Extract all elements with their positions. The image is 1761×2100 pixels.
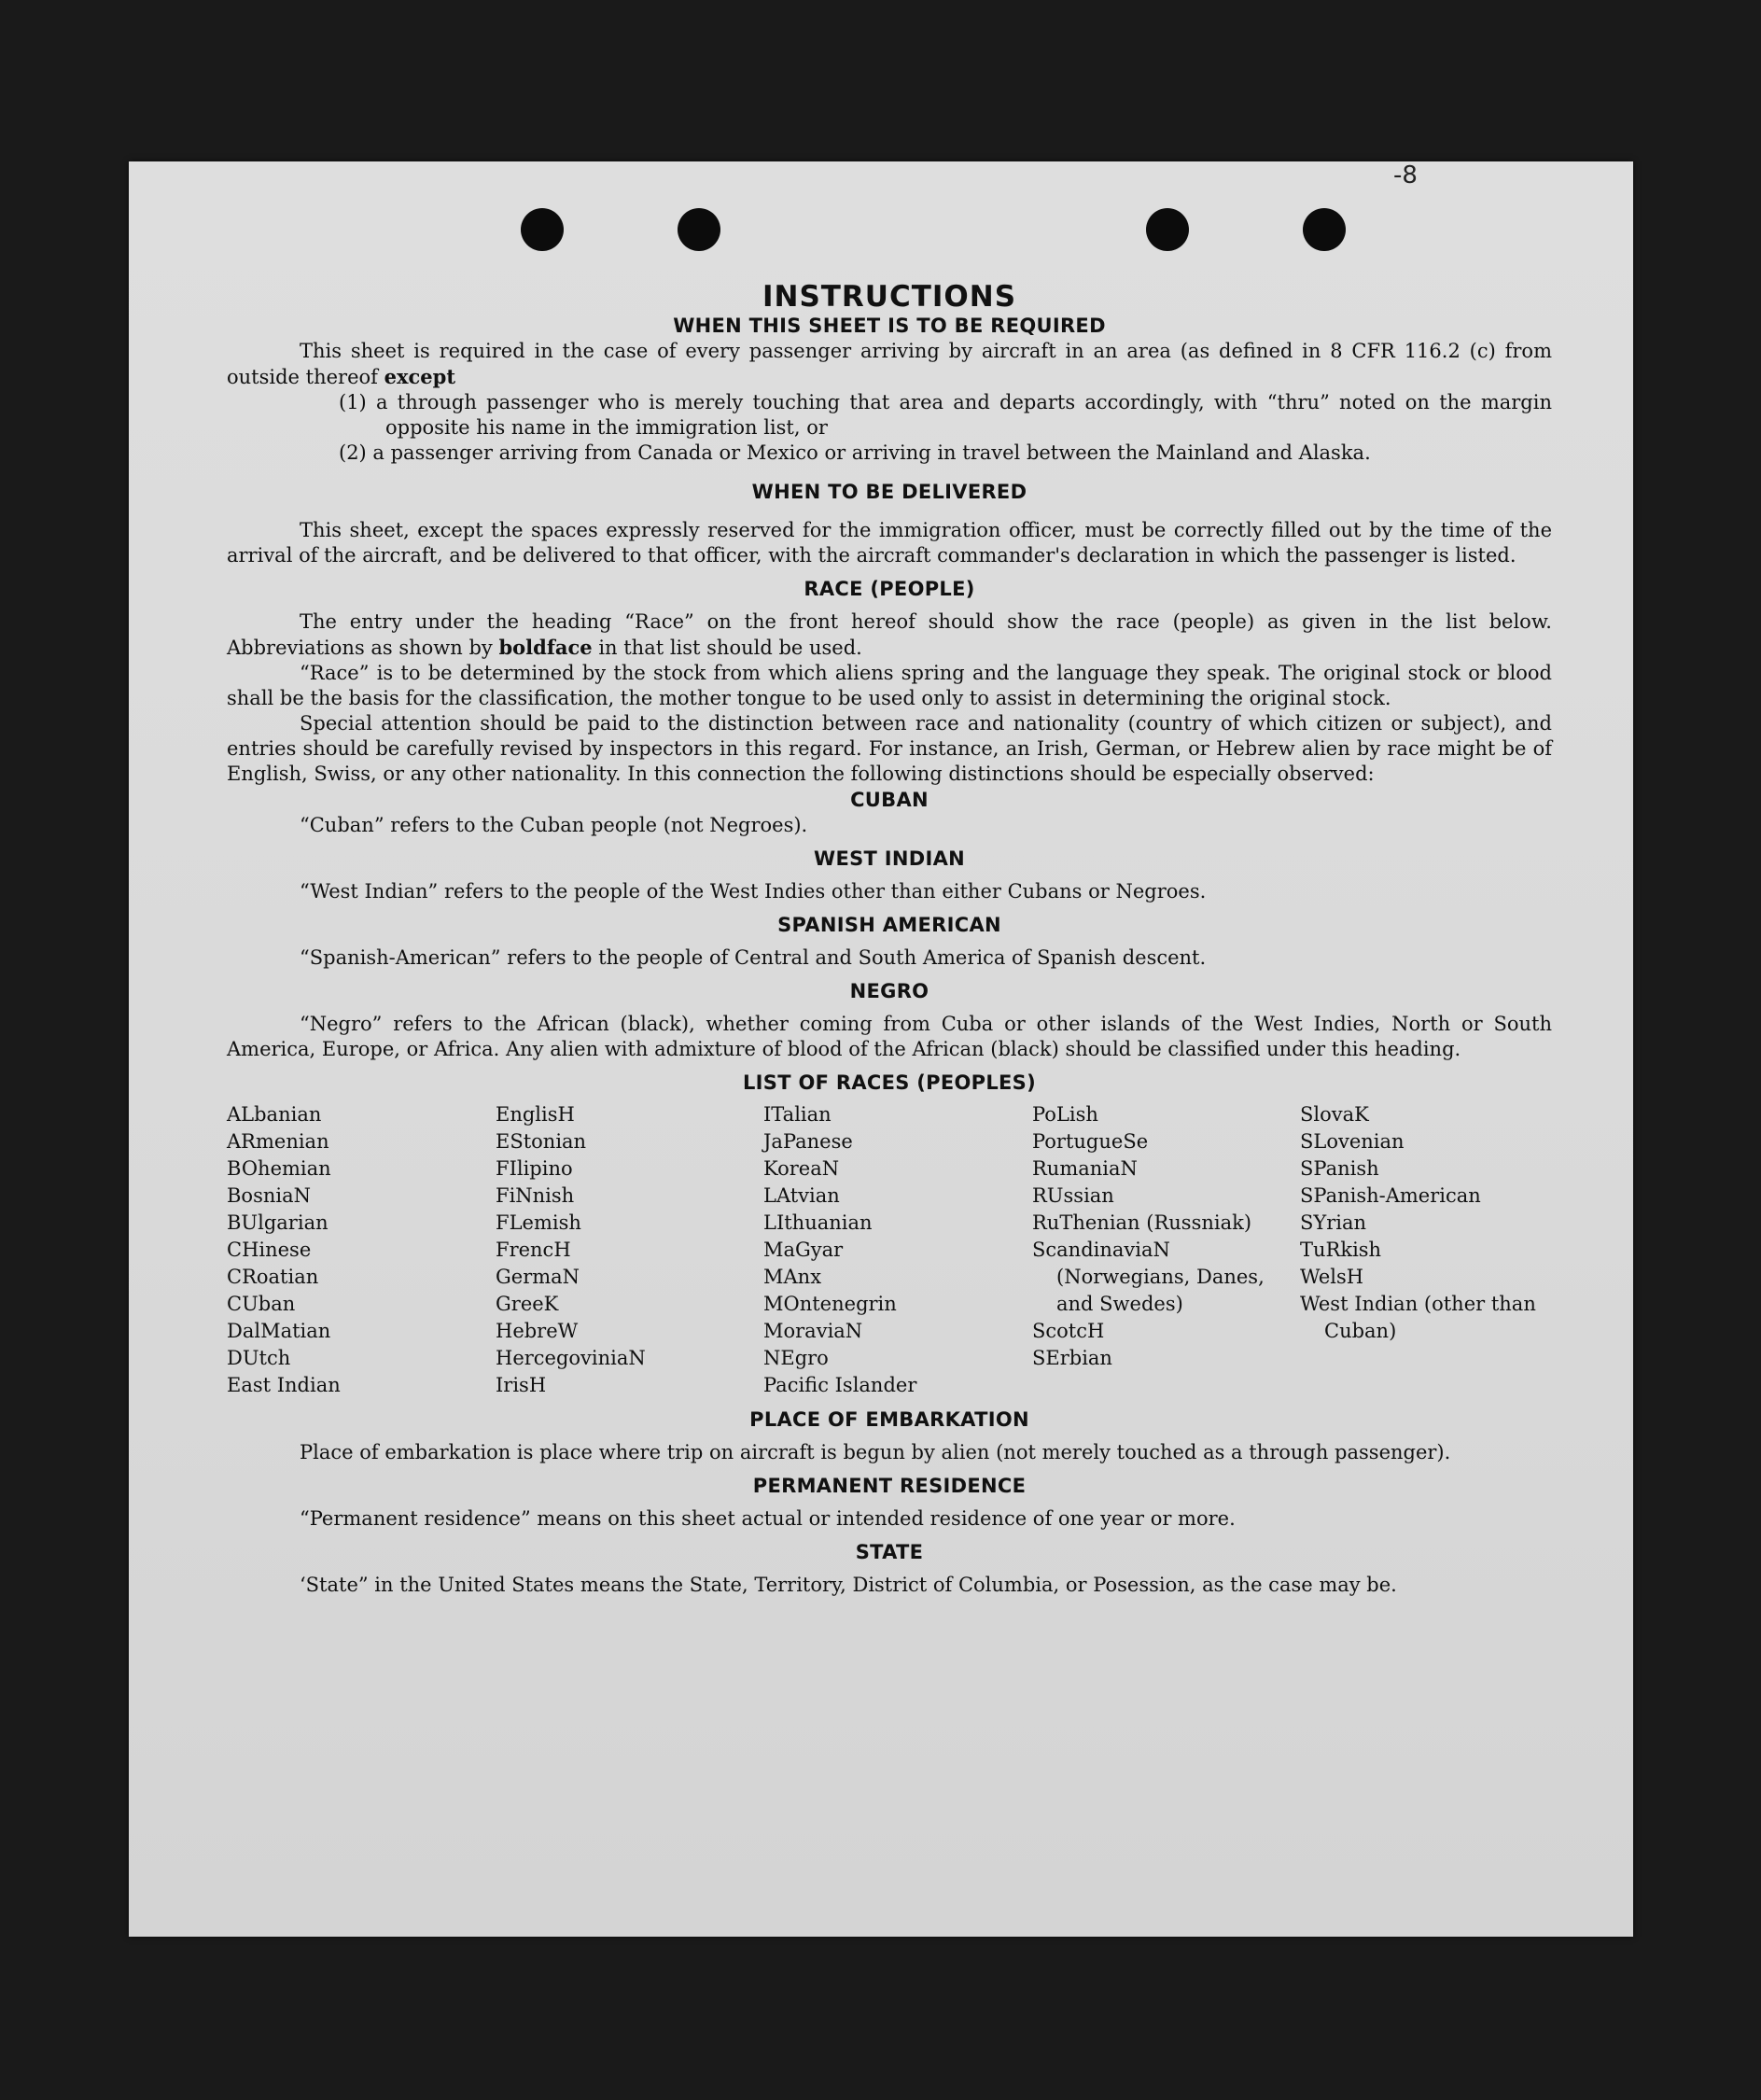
race-item: RumaniaN: [1032, 1157, 1138, 1180]
race-list-column: [227, 1101, 496, 1399]
race-item: GreeK: [496, 1293, 559, 1315]
state-text: ‘State” in the United States means the State, Territory, District of Columbia, or Posession, as the case may be.: [300, 1574, 1397, 1596]
race-item: NEgro: [763, 1347, 829, 1369]
race-item: DalMatian: [227, 1320, 331, 1342]
race-item: Pacific Islander: [763, 1374, 917, 1396]
race-item: CHinese: [227, 1239, 312, 1261]
race-item: KoreaN: [763, 1157, 840, 1180]
race-item: CUban: [227, 1293, 296, 1315]
race-item: GermaN: [496, 1266, 580, 1288]
race-item: BOhemian: [227, 1157, 331, 1180]
race-item: SYrian: [1300, 1211, 1367, 1234]
residence-text: “Permanent residence” means on this sheet actual or intended residence of one year or more.: [300, 1507, 1236, 1530]
race-item: East Indian: [227, 1374, 341, 1396]
race-item: EnglisH: [496, 1103, 575, 1126]
race-item: LAtvian: [763, 1184, 840, 1207]
race-item: BUlgarian: [227, 1211, 328, 1234]
race-item: ITalian: [763, 1103, 832, 1126]
race-item: CRoatian: [227, 1266, 319, 1288]
race-item: BosniaN: [227, 1184, 311, 1207]
negro-text: “Negro” refers to the African (black), whether coming from Cuba or other islands of the West Indies, North or South America, Europe, or Africa. Any alien with admixture of blood of the African (black) should be classified under this heading.: [227, 1013, 1552, 1060]
page-title: INSTRUCTIONS: [762, 280, 1017, 314]
race-item: HercegoviniaN: [496, 1347, 646, 1369]
when-delivered-text: This sheet, except the spaces expressly reserved for the immigration officer, must be correctly filled out by the time of the arrival of the aircraft, and be delivered to that officer, with the aircraft commander's declaration in which the passenger is listed.: [227, 519, 1552, 567]
race-paragraph-3: Special attention should be paid to the distinction between race and nationality (country of which citizen or subject), and entries should be carefully revised by inspectors in this regard. For instance, an Irish, German, or Hebrew alien by race might be of English, Swiss, or any other nationality. In this connection the following distinctions should be especially observed:: [227, 712, 1552, 785]
section-heading-when-required: WHEN THIS SHEET IS TO BE REQUIRED: [673, 315, 1106, 337]
race-item: SLovenian: [1300, 1130, 1405, 1153]
race-paragraph-2: “Race” is to be determined by the stock from which aliens spring and the language they speak. The original stock or blood shall be the basis for the classification, the mother tongue to be used only to assist in determining the original stock.: [227, 662, 1552, 709]
race-item: SlovaK: [1300, 1103, 1369, 1126]
race-list-column: [1300, 1101, 1543, 1399]
embarkation-text: Place of embarkation is place where trip on aircraft is begun by alien (not merely touched as a through passenger).: [300, 1441, 1451, 1463]
race-item: MAnx: [763, 1266, 822, 1288]
race-item: IrisH: [496, 1374, 547, 1396]
section-heading-race-list: LIST OF RACES (PEOPLES): [742, 1071, 1036, 1094]
race-item: ARmenian: [227, 1130, 329, 1153]
race-item: SPanish-American: [1300, 1184, 1481, 1207]
race-item: FIlipino: [496, 1157, 573, 1180]
race-item: ALbanian: [227, 1103, 322, 1126]
exception-item-1: (1) a through passenger who is merely touching that area and departs accordingly, with “thru” noted on the margin opposite his name in the immigration list, or: [339, 391, 1552, 439]
race-paragraph-1: The entry under the heading “Race” on the front hereof should show the race (people) as given in the list below. Abbreviations as shown by boldface in that list should be used.: [227, 610, 1552, 659]
race-item: RUssian: [1032, 1184, 1114, 1207]
document-page: [129, 161, 1633, 1937]
cuban-text: “Cuban” refers to the Cuban people (not Negroes).: [300, 814, 808, 836]
race-item: FLemish: [496, 1211, 581, 1234]
race-item: EStonian: [496, 1130, 587, 1153]
race-item: LIthuanian: [763, 1211, 873, 1234]
race-list-column: [1032, 1101, 1300, 1399]
exception-item-2: (2) a passenger arriving from Canada or Mexico or arriving in travel between the Mainland and Alaska.: [339, 441, 1371, 464]
race-item: SErbian: [1032, 1347, 1112, 1369]
punch-hole: [1146, 208, 1189, 251]
race-item: PortugueSe: [1032, 1130, 1149, 1153]
race-item: FiNnish: [496, 1184, 575, 1207]
punch-hole: [1303, 208, 1346, 251]
section-heading-west-indian: WEST INDIAN: [813, 847, 966, 870]
race-item: MoraviaN: [763, 1320, 863, 1342]
punch-hole: [678, 208, 720, 251]
race-item: ScotcH: [1032, 1320, 1105, 1342]
section-heading-race: RACE (PEOPLE): [804, 578, 975, 600]
handwritten-mark: -8: [1393, 161, 1418, 189]
section-heading-embarkation: PLACE OF EMBARKATION: [749, 1408, 1029, 1431]
race-list-column: [496, 1101, 763, 1399]
section-heading-spanish-american: SPANISH AMERICAN: [777, 914, 1001, 936]
race-item: MOntenegrin: [763, 1293, 897, 1315]
race-list: [227, 1101, 1552, 1399]
race-item: TuRkish: [1300, 1239, 1382, 1261]
section-heading-negro: NEGRO: [849, 980, 929, 1002]
race-list-column: [763, 1101, 1032, 1399]
race-item: PoLish: [1032, 1103, 1098, 1126]
race-item: ScandinaviaN (Norwegians, Danes, and Swedes): [1032, 1239, 1265, 1315]
punch-hole: [521, 208, 564, 251]
instructions-body: [227, 281, 1552, 1598]
race-item: West Indian (other than Cuban): [1300, 1293, 1536, 1342]
race-item: JaPanese: [763, 1130, 853, 1153]
section-heading-state: STATE: [855, 1541, 924, 1563]
when-required-intro: This sheet is required in the case of every passenger arriving by aircraft in an area (as defined in 8 CFR 116.2 (c) from outside thereof except: [227, 340, 1552, 388]
spanish-american-text: “Spanish-American” refers to the people of Central and South America of Spanish descent.: [300, 946, 1207, 969]
section-heading-when-delivered: WHEN TO BE DELIVERED: [751, 481, 1027, 503]
race-item: SPanish: [1300, 1157, 1379, 1180]
section-heading-cuban: CUBAN: [850, 789, 929, 811]
race-item: HebreW: [496, 1320, 579, 1342]
race-item: MaGyar: [763, 1239, 844, 1261]
race-item: FrencH: [496, 1239, 571, 1261]
race-item: WelsH: [1300, 1266, 1364, 1288]
west-indian-text: “West Indian” refers to the people of the West Indies other than either Cubans or Negroes.: [300, 880, 1207, 903]
race-item: RuThenian (Russniak): [1032, 1211, 1252, 1234]
race-item: DUtch: [227, 1347, 291, 1369]
section-heading-residence: PERMANENT RESIDENCE: [752, 1475, 1027, 1497]
